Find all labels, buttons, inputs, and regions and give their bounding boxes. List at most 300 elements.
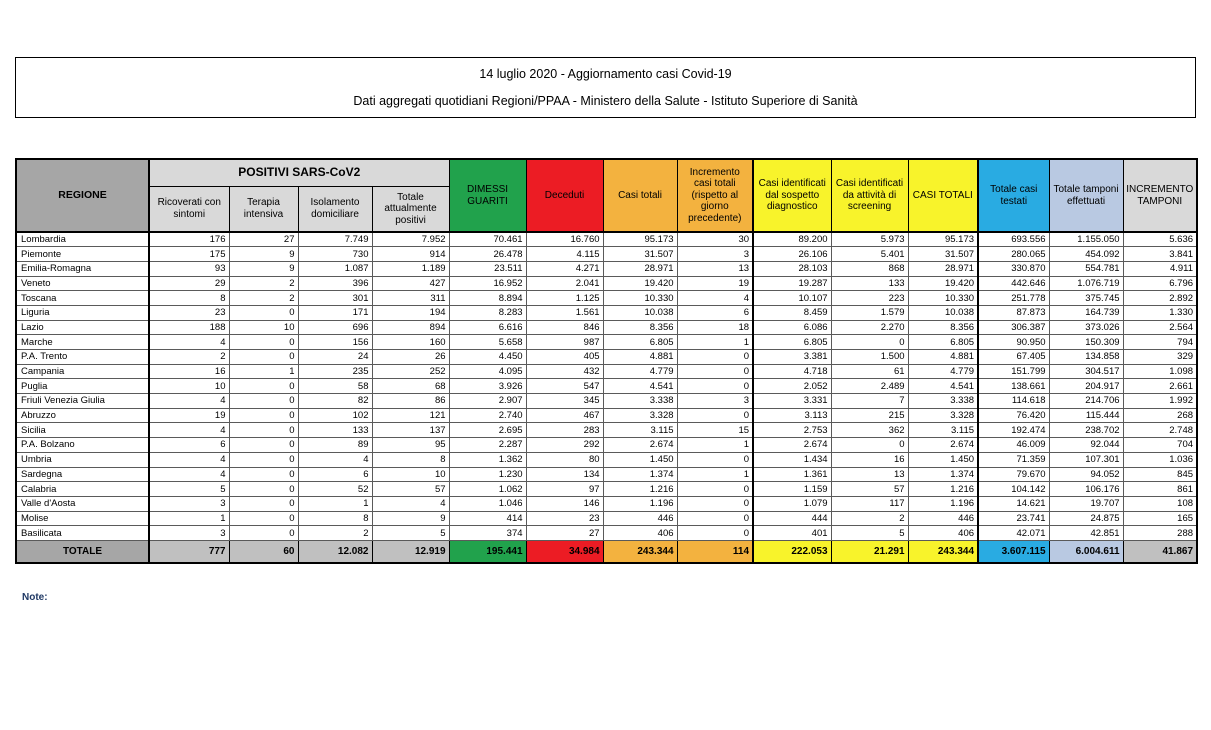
value-cell: 0 [677,408,753,423]
value-cell: 405 [526,350,603,365]
value-cell: 23.511 [449,261,526,276]
value-cell: 156 [298,335,372,350]
value-cell: 0 [229,423,298,438]
table-row [16,467,1197,482]
value-cell: 6.796 [1123,276,1197,291]
value-cell: 2.270 [831,320,908,335]
value-cell: 5 [372,526,449,541]
value-cell: 46.009 [978,438,1049,453]
value-cell: 4.779 [908,364,978,379]
value-cell: 16 [831,452,908,467]
value-cell: 2.661 [1123,379,1197,394]
total-cell: 12.919 [372,540,449,563]
value-cell: 28.971 [908,261,978,276]
region-name: Lazio [16,320,149,335]
value-cell: 3 [677,394,753,409]
value-cell: 3 [677,247,753,262]
value-cell: 1 [149,511,229,526]
value-cell: 329 [1123,350,1197,365]
value-cell: 0 [229,408,298,423]
value-cell: 5 [149,482,229,497]
value-cell: 446 [908,511,978,526]
value-cell: 401 [753,526,831,541]
value-cell: 6.805 [908,335,978,350]
value-cell: 10.330 [908,291,978,306]
value-cell: 3.328 [603,408,677,423]
value-cell: 283 [526,423,603,438]
value-cell: 223 [831,291,908,306]
column-header-deceduti: Deceduti [526,159,603,232]
value-cell: 87.873 [978,305,1049,320]
value-cell: 4 [677,291,753,306]
value-cell: 204.917 [1049,379,1123,394]
value-cell: 3.328 [908,408,978,423]
region-name: Lombardia [16,232,149,247]
value-cell: 9 [372,511,449,526]
table-row [16,291,1197,306]
column-header-incremento-tamponi: INCREMENTO TAMPONI [1123,159,1197,232]
total-cell: 60 [229,540,298,563]
value-cell: 76.420 [978,408,1049,423]
value-cell: 4.881 [908,350,978,365]
value-cell: 1.189 [372,261,449,276]
value-cell: 23 [526,511,603,526]
value-cell: 280.065 [978,247,1049,262]
value-cell: 4 [149,452,229,467]
column-header-terapia-intensiva: Terapia intensiva [229,186,298,232]
value-cell: 894 [372,320,449,335]
total-cell: 34.984 [526,540,603,563]
value-cell: 71.359 [978,452,1049,467]
value-cell: 2.892 [1123,291,1197,306]
table-row [16,247,1197,262]
value-cell: 304.517 [1049,364,1123,379]
value-cell: 292 [526,438,603,453]
value-cell: 19 [149,408,229,423]
value-cell: 28.971 [603,261,677,276]
total-cell: 777 [149,540,229,563]
value-cell: 68 [372,379,449,394]
value-cell: 693.556 [978,232,1049,247]
value-cell: 704 [1123,438,1197,453]
value-cell: 1.374 [908,467,978,482]
value-cell: 7 [831,394,908,409]
value-cell: 1.125 [526,291,603,306]
value-cell: 10.330 [603,291,677,306]
total-cell: 6.004.611 [1049,540,1123,563]
value-cell: 165 [1123,511,1197,526]
value-cell: 115.444 [1049,408,1123,423]
value-cell: 554.781 [1049,261,1123,276]
value-cell: 2.489 [831,379,908,394]
table-row [16,452,1197,467]
value-cell: 0 [677,364,753,379]
value-cell: 92.044 [1049,438,1123,453]
region-name: Abruzzo [16,408,149,423]
value-cell: 2.753 [753,423,831,438]
value-cell: 1.216 [908,482,978,497]
value-cell: 1.561 [526,305,603,320]
value-cell: 6.805 [753,335,831,350]
value-cell: 1.076.719 [1049,276,1123,291]
column-header-totale-tamponi: Totale tamponi effettuati [1049,159,1123,232]
region-name: Molise [16,511,149,526]
region-name: Veneto [16,276,149,291]
region-name: Calabria [16,482,149,497]
value-cell: 2 [831,511,908,526]
value-cell: 1 [298,496,372,511]
value-cell: 61 [831,364,908,379]
column-header-casi-totali-caps: CASI TOTALI [908,159,978,232]
value-cell: 30 [677,232,753,247]
region-name: Liguria [16,305,149,320]
value-cell: 70.461 [449,232,526,247]
value-cell: 268 [1123,408,1197,423]
value-cell: 93 [149,261,229,276]
value-cell: 8 [298,511,372,526]
value-cell: 192.474 [978,423,1049,438]
value-cell: 19.707 [1049,496,1123,511]
region-name: Valle d'Aosta [16,496,149,511]
table-row [16,408,1197,423]
value-cell: 14.621 [978,496,1049,511]
note-label: Note: [22,592,48,603]
value-cell: 2 [229,291,298,306]
value-cell: 0 [229,526,298,541]
total-cell: 21.291 [831,540,908,563]
value-cell: 311 [372,291,449,306]
value-cell: 8.459 [753,305,831,320]
table-header [16,159,1197,232]
value-cell: 3.338 [908,394,978,409]
table-row [16,305,1197,320]
region-name: Friuli Venezia Giulia [16,394,149,409]
column-header-casi-sospetto-diagnostico: Casi identificati dal sospetto diagnostico [753,159,831,232]
total-cell: 243.344 [603,540,677,563]
value-cell: 8 [372,452,449,467]
table-row [16,320,1197,335]
value-cell: 446 [603,511,677,526]
value-cell: 1.216 [603,482,677,497]
value-cell: 0 [229,394,298,409]
value-cell: 26.478 [449,247,526,262]
value-cell: 846 [526,320,603,335]
value-cell: 306.387 [978,320,1049,335]
value-cell: 467 [526,408,603,423]
value-cell: 0 [229,452,298,467]
region-name: Basilicata [16,526,149,541]
value-cell: 0 [677,511,753,526]
value-cell: 146 [526,496,603,511]
value-cell: 5.658 [449,335,526,350]
value-cell: 0 [677,526,753,541]
value-cell: 3.381 [753,350,831,365]
value-cell: 0 [229,438,298,453]
value-cell: 19.420 [603,276,677,291]
value-cell: 3.331 [753,394,831,409]
value-cell: 362 [831,423,908,438]
value-cell: 1 [677,335,753,350]
value-cell: 0 [229,305,298,320]
value-cell: 121 [372,408,449,423]
value-cell: 133 [298,423,372,438]
value-cell: 4 [372,496,449,511]
value-cell: 1.196 [603,496,677,511]
value-cell: 13 [831,467,908,482]
value-cell: 1.361 [753,467,831,482]
value-cell: 2.674 [603,438,677,453]
value-cell: 79.670 [978,467,1049,482]
value-cell: 175 [149,247,229,262]
value-cell: 6 [298,467,372,482]
value-cell: 4.881 [603,350,677,365]
value-cell: 95.173 [603,232,677,247]
value-cell: 406 [908,526,978,541]
value-cell: 4.115 [526,247,603,262]
value-cell: 0 [229,511,298,526]
value-cell: 1.079 [753,496,831,511]
value-cell: 8.283 [449,305,526,320]
value-cell: 15 [677,423,753,438]
report-title-line2: Dati aggregati quotidiani Regioni/PPAA - Ministero della Salute - Istituto Superiore di Sanità [353,94,858,108]
value-cell: 861 [1123,482,1197,497]
value-cell: 6 [149,438,229,453]
column-header-casi-screening: Casi identificati da attività di screening [831,159,908,232]
value-cell: 5.401 [831,247,908,262]
value-cell: 89 [298,438,372,453]
column-header-dimessi-guariti: DIMESSI GUARITI [449,159,526,232]
value-cell: 1.159 [753,482,831,497]
region-name: Umbria [16,452,149,467]
value-cell: 4 [149,467,229,482]
value-cell: 6.616 [449,320,526,335]
value-cell: 23.741 [978,511,1049,526]
value-cell: 2.564 [1123,320,1197,335]
value-cell: 1.450 [908,452,978,467]
value-cell: 4 [149,394,229,409]
value-cell: 2.041 [526,276,603,291]
column-header-casi-totali: Casi totali [603,159,677,232]
value-cell: 150.309 [1049,335,1123,350]
value-cell: 4.779 [603,364,677,379]
value-cell: 3.113 [753,408,831,423]
total-cell: 3.607.115 [978,540,1049,563]
value-cell: 9 [229,247,298,262]
table-row [16,482,1197,497]
value-cell: 5 [831,526,908,541]
value-cell: 215 [831,408,908,423]
table-row [16,232,1197,247]
value-cell: 4.911 [1123,261,1197,276]
value-cell: 5.636 [1123,232,1197,247]
total-label: TOTALE [16,540,149,563]
value-cell: 4.541 [908,379,978,394]
value-cell: 414 [449,511,526,526]
table-row [16,511,1197,526]
value-cell: 427 [372,276,449,291]
value-cell: 8 [149,291,229,306]
value-cell: 454.092 [1049,247,1123,262]
region-name: Campania [16,364,149,379]
value-cell: 252 [372,364,449,379]
value-cell: 106.176 [1049,482,1123,497]
value-cell: 102 [298,408,372,423]
value-cell: 67.405 [978,350,1049,365]
value-cell: 1.330 [1123,305,1197,320]
value-cell: 1.098 [1123,364,1197,379]
value-cell: 94.052 [1049,467,1123,482]
value-cell: 10 [372,467,449,482]
value-cell: 95 [372,438,449,453]
value-cell: 58 [298,379,372,394]
value-cell: 547 [526,379,603,394]
value-cell: 0 [229,467,298,482]
value-cell: 29 [149,276,229,291]
value-cell: 2.287 [449,438,526,453]
value-cell: 133 [831,276,908,291]
table-row [16,350,1197,365]
value-cell: 0 [831,335,908,350]
value-cell: 3.841 [1123,247,1197,262]
column-header-regione: REGIONE [16,159,149,232]
value-cell: 0 [229,482,298,497]
value-cell: 10.038 [603,305,677,320]
table-row [16,394,1197,409]
covid-data-table [15,158,1198,564]
value-cell: 7.952 [372,232,449,247]
value-cell: 0 [229,379,298,394]
value-cell: 1.362 [449,452,526,467]
value-cell: 1.374 [603,467,677,482]
column-header-positivi-group: POSITIVI SARS-CoV2 [149,159,449,186]
value-cell: 288 [1123,526,1197,541]
value-cell: 57 [831,482,908,497]
value-cell: 16.760 [526,232,603,247]
value-cell: 1.230 [449,467,526,482]
total-cell: 41.867 [1123,540,1197,563]
value-cell: 108 [1123,496,1197,511]
value-cell: 1.992 [1123,394,1197,409]
column-header-incremento-casi: Incremento casi totali (rispetto al giorno precedente) [677,159,753,232]
value-cell: 57 [372,482,449,497]
total-cell: 12.082 [298,540,372,563]
value-cell: 24.875 [1049,511,1123,526]
value-cell: 0 [229,350,298,365]
value-cell: 7.749 [298,232,372,247]
value-cell: 89.200 [753,232,831,247]
value-cell: 16.952 [449,276,526,291]
region-name: P.A. Bolzano [16,438,149,453]
value-cell: 1.500 [831,350,908,365]
value-cell: 0 [677,496,753,511]
value-cell: 1 [229,364,298,379]
value-cell: 1.087 [298,261,372,276]
column-header-isolamento: Isolamento domiciliare [298,186,372,232]
value-cell: 406 [603,526,677,541]
value-cell: 6.805 [603,335,677,350]
value-cell: 80 [526,452,603,467]
value-cell: 794 [1123,335,1197,350]
value-cell: 137 [372,423,449,438]
table-row [16,526,1197,541]
table-row [16,335,1197,350]
value-cell: 432 [526,364,603,379]
table-row [16,496,1197,511]
totals-row [16,540,1197,563]
value-cell: 0 [677,350,753,365]
value-cell: 3 [149,526,229,541]
table-row [16,438,1197,453]
value-cell: 3.115 [908,423,978,438]
value-cell: 4.271 [526,261,603,276]
value-cell: 2 [229,276,298,291]
value-cell: 914 [372,247,449,262]
value-cell: 3.338 [603,394,677,409]
report-title-line1: 14 luglio 2020 - Aggiornamento casi Covid-19 [479,67,732,81]
region-name: Marche [16,335,149,350]
value-cell: 3 [149,496,229,511]
region-name: Puglia [16,379,149,394]
region-name: Emilia-Romagna [16,261,149,276]
region-name: Piemonte [16,247,149,262]
value-cell: 6 [677,305,753,320]
value-cell: 0 [229,335,298,350]
value-cell: 188 [149,320,229,335]
table-row [16,364,1197,379]
value-cell: 164.739 [1049,305,1123,320]
value-cell: 2 [298,526,372,541]
value-cell: 86 [372,394,449,409]
value-cell: 107.301 [1049,452,1123,467]
value-cell: 330.870 [978,261,1049,276]
value-cell: 2 [149,350,229,365]
value-cell: 235 [298,364,372,379]
value-cell: 16 [149,364,229,379]
value-cell: 194 [372,305,449,320]
value-cell: 114.618 [978,394,1049,409]
value-cell: 4.450 [449,350,526,365]
value-cell: 31.507 [603,247,677,262]
value-cell: 24 [298,350,372,365]
value-cell: 18 [677,320,753,335]
value-cell: 301 [298,291,372,306]
value-cell: 8.894 [449,291,526,306]
value-cell: 97 [526,482,603,497]
value-cell: 151.799 [978,364,1049,379]
value-cell: 19.420 [908,276,978,291]
column-header-totale-casi-testati: Totale casi testati [978,159,1049,232]
value-cell: 1.579 [831,305,908,320]
value-cell: 214.706 [1049,394,1123,409]
value-cell: 4.718 [753,364,831,379]
value-cell: 4.541 [603,379,677,394]
value-cell: 2.674 [753,438,831,453]
value-cell: 2.907 [449,394,526,409]
total-cell: 195.441 [449,540,526,563]
value-cell: 28.103 [753,261,831,276]
value-cell: 1.036 [1123,452,1197,467]
value-cell: 90.950 [978,335,1049,350]
value-cell: 1.450 [603,452,677,467]
column-header-totale-positivi: Totale attualmente positivi [372,186,449,232]
table-row [16,276,1197,291]
table-body [16,232,1197,540]
value-cell: 374 [449,526,526,541]
value-cell: 95.173 [908,232,978,247]
value-cell: 0 [677,452,753,467]
value-cell: 0 [229,496,298,511]
value-cell: 160 [372,335,449,350]
